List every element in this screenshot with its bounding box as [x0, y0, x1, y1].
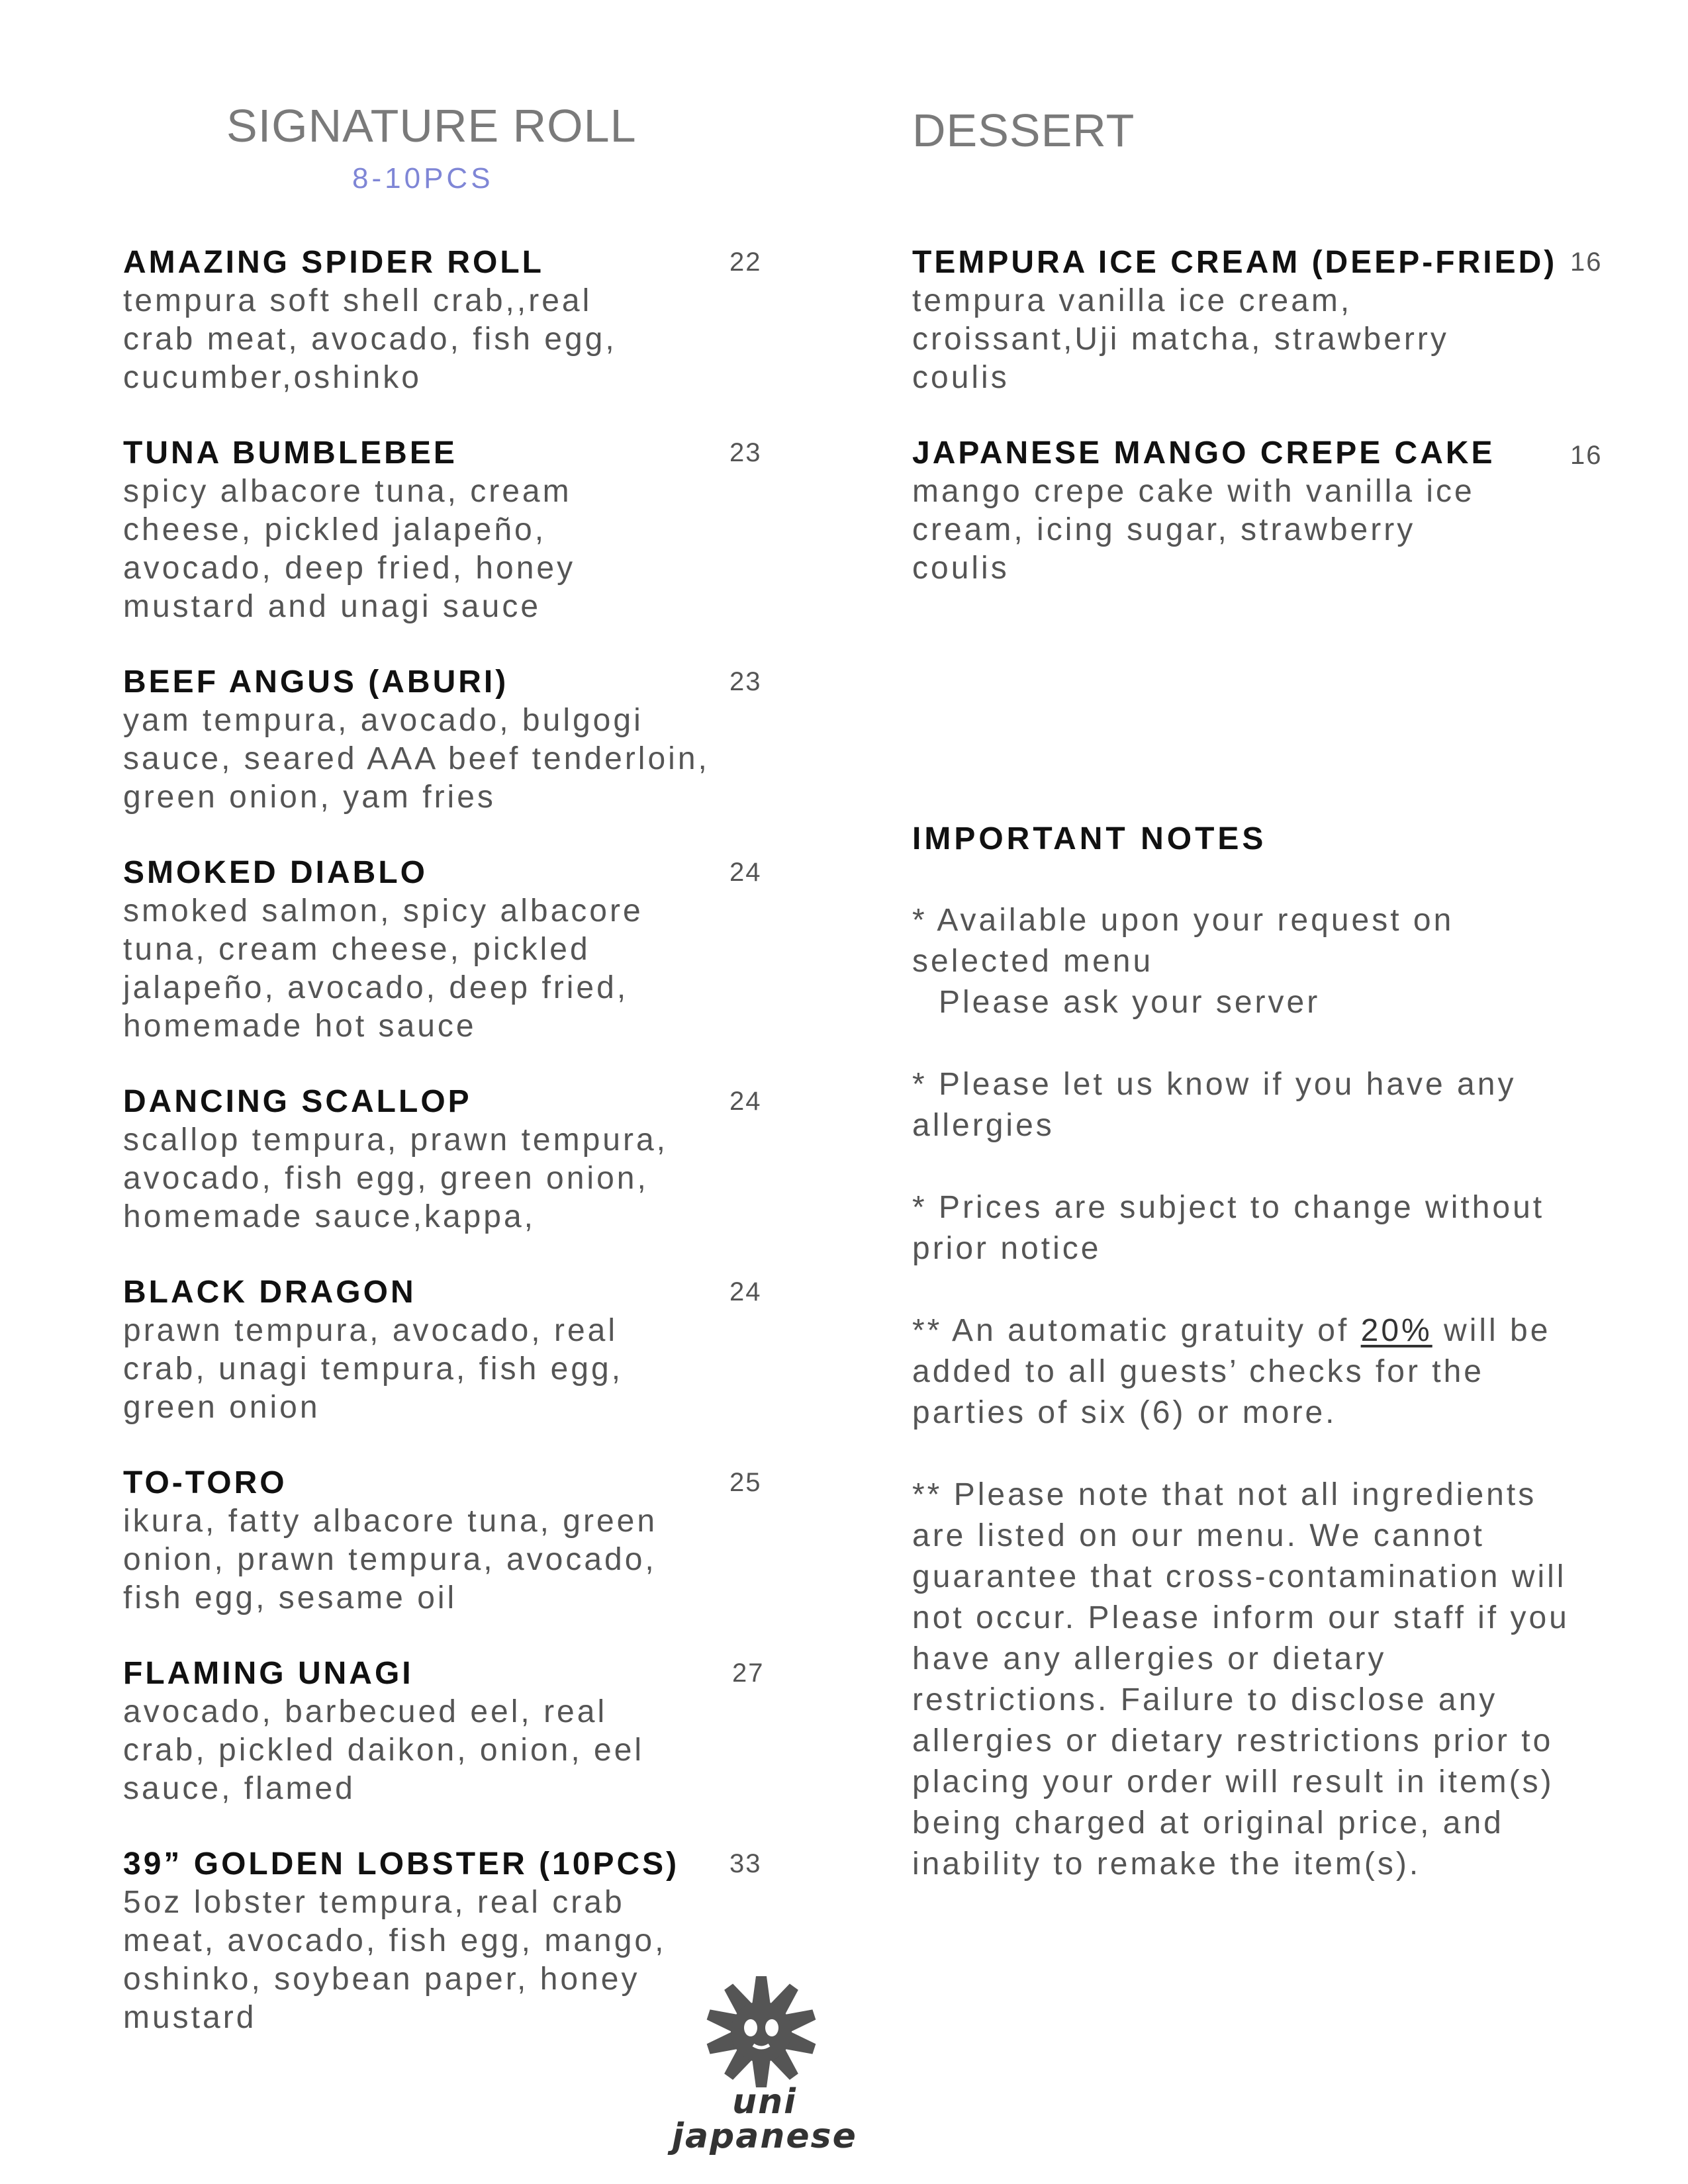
item-price: 24 — [729, 1277, 762, 1306]
note-request-text: * Available upon your request on selected menu — [912, 903, 1454, 979]
gratuity-text-start: ** An automatic gratuity of — [912, 1313, 1361, 1348]
item-description: scallop tempura, prawn tempura, avocado, fish egg, green onion, homemade sauce,kappa, — [123, 1122, 668, 1234]
item-description: ikura, fatty albacore tuna, green onion, prawn tempura, avocado, fish egg, sesame oil — [123, 1504, 658, 1615]
item-description: 5oz lobster tempura, real crab meat, avocado, fish egg, mango, oshinko, soybean paper, honey mustard — [123, 1885, 667, 2035]
item-name: TEMPURA ICE CREAM (DEEP-FRIED) — [912, 245, 1558, 280]
item-description: smoked salmon, spicy albacore tuna, cream cheese, pickled jalapeño, avocado, deep fried, homemade hot sauce — [123, 893, 643, 1044]
item-description: prawn tempura, avocado, real crab, unagi tempura, fish egg, green onion — [123, 1313, 624, 1425]
item-name: JAPANESE MANGO CREPE CAKE — [912, 435, 1495, 471]
item-price: 16 — [1570, 248, 1603, 277]
item-price: 23 — [729, 438, 762, 467]
item-price: 24 — [729, 858, 762, 887]
item-name: SMOKED DIABLO — [123, 855, 428, 890]
item-description: avocado, barbecued eel, real crab, pickled daikon, onion, eel sauce, flamed — [123, 1694, 645, 1806]
item-price: 33 — [729, 1849, 762, 1878]
item-description: yam tempura, avocado, bulgogi sauce, seared AAA beef tenderloin, green onion, yam fries — [123, 703, 710, 815]
menu-item — [123, 1083, 719, 1236]
important-notes — [912, 900, 1587, 1885]
note-gratuity — [912, 1310, 1587, 1433]
signature-roll-subtitle: 8-10PCS — [352, 162, 494, 195]
menu-item — [123, 854, 719, 1046]
item-name: DANCING SCALLOP — [123, 1084, 472, 1119]
item-price: 24 — [729, 1087, 762, 1116]
item-name: BEEF ANGUS (ABURI) — [123, 664, 509, 700]
dessert-title: DESSERT — [912, 105, 1135, 156]
item-price: 23 — [729, 667, 762, 696]
item-name: FLAMING UNAGI — [123, 1656, 414, 1691]
item-description: mango crepe cake with vanilla ice cream, icing sugar, strawberry coulis — [912, 474, 1475, 586]
item-description: spicy albacore tuna, cream cheese, pickled jalapeño, avocado, deep fried, honey mustard and unagi sauce — [123, 474, 576, 624]
item-name: TUNA BUMBLEBEE — [123, 435, 457, 471]
menu-item — [123, 1273, 719, 1427]
item-name: AMAZING SPIDER ROLL — [123, 245, 544, 280]
item-name: BLACK DRAGON — [123, 1275, 416, 1310]
menu-item — [123, 1464, 719, 1617]
item-price: 16 — [1570, 441, 1603, 470]
menu-item — [912, 434, 1541, 588]
brand-name: uni japanese — [672, 2082, 857, 2156]
item-description: tempura soft shell crab,,real crab meat, avocado, fish egg, cucumber,oshinko — [123, 283, 617, 395]
item-name: 39” GOLDEN LOBSTER (10PCS) — [123, 1846, 680, 1882]
menu-item — [123, 244, 719, 397]
signature-roll-title: SIGNATURE ROLL — [226, 100, 637, 152]
menu-item — [912, 244, 1558, 397]
menu-item — [123, 1845, 719, 2037]
gratuity-percent: 20% — [1360, 1313, 1432, 1348]
gratuity-text-end: will be added to all guests’ checks for the parties of six (6) or more. — [912, 1313, 1551, 1430]
note-request — [912, 900, 1587, 1023]
item-price: 27 — [732, 1659, 765, 1688]
item-name: TO-TORO — [123, 1465, 287, 1500]
item-description: tempura vanilla ice cream, croissant,Uji matcha, strawberry coulis — [912, 283, 1449, 395]
item-price: 22 — [729, 248, 762, 277]
menu-item — [123, 434, 719, 626]
important-notes-title: IMPORTANT NOTES — [912, 821, 1267, 856]
sea-urchin-logo-icon — [702, 1972, 821, 2091]
menu-item — [123, 663, 719, 817]
note-request-server: Please ask your server — [939, 985, 1321, 1020]
note-allergies: * Please let us know if you have any allergies — [912, 1067, 1517, 1143]
note-ingredients: ** Please note that not all ingredients are listed on our menu. We cannot guarantee that cross-contamination will not occur. Please inform our staff if you have any allergies or dietary restrictions. Failure to disclose any allergies or dietary restrictions prior to placing your order will result in item(s) being charged at original price, and inability to remake the item(s). — [912, 1477, 1570, 1882]
menu-item — [123, 1655, 719, 1808]
note-prices: * Prices are subject to change without prior notice — [912, 1190, 1545, 1266]
item-price: 25 — [729, 1468, 762, 1497]
